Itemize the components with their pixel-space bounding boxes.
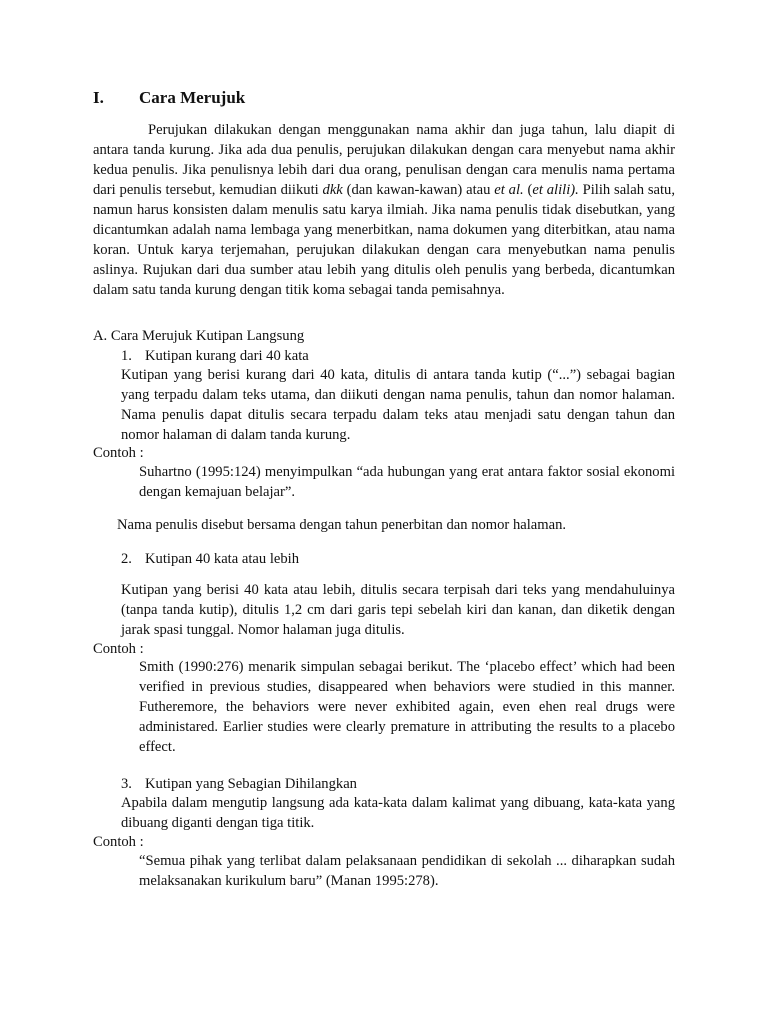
item-2-example: Smith (1990:276) menarik simpulan sebagai berikut. The ‘placebo effect’ which had been verified in previous studies, disappeared when behaviors were studied in this manner. Futheremore, the behaviors were never exhibited again, even ehen real drugs were administared. Earlier studies were clearly premature in attributing the results to a placebo effect.: [139, 659, 675, 755]
item-2-text: Kutipan yang berisi 40 kata atau lebih, ditulis secara terpisah dari teks yang mendahuluinya (tanpa tanda kutip), ditulis 1,2 cm dari garis tepi sebelah kiri dan kanan, dan diketik dengan jarak spasi tunggal. Nomor halaman juga ditulis.: [121, 582, 675, 638]
intro-text-4: Pilih salah satu, namun harus konsisten dalam menulis satu karya ilmiah. Jika nama penulis tidak disebutkan, yang dicantumkan adalah nama lembaga yang menerbitkan, nama dokumen yang diterbitkan, atau nama koran. Untuk karya terjemahan, perujukan dilakukan dengan cara menyebutkan nama penulis aslinya. Rujukan dari dua sumber atau lebih yang ditulis oleh penulis yang berbeda, dicantumkan dalam satu tanda kurung dengan titik koma sebagai tanda pemisahnya.: [93, 182, 675, 298]
item-2-title: Kutipan 40 kata atau lebih: [145, 551, 299, 567]
item-1-heading: [121, 346, 309, 366]
item-3-number: 3.: [121, 776, 132, 792]
intro-etalili: et alili).: [532, 182, 579, 198]
item-3-contoh-label: Contoh :: [93, 834, 144, 850]
item-3-example: “Semua pihak yang terlibat dalam pelaksanaan pendidikan di sekolah ... diharapkan sudah melaksanakan kurikulum baru” (Manan 1995:278).: [139, 853, 675, 889]
item-1-note: Nama penulis disebut bersama dengan tahun penerbitan dan nomor halaman.: [117, 517, 567, 533]
intro-text-3: (: [523, 182, 533, 198]
section-title: Cara Merujuk: [139, 88, 246, 107]
intro-paragraph: [93, 120, 675, 300]
item-3-heading: [121, 774, 357, 794]
intro-etal: et al.: [494, 182, 524, 198]
item-1-number: 1.: [121, 348, 132, 364]
item-2-contoh-label: Contoh :: [93, 641, 144, 657]
subsection-a-heading: A. Cara Merujuk Kutipan Langsung: [93, 328, 305, 344]
item-1-example: Suhartno (1995:124) menyimpulkan “ada hubungan yang erat antara faktor sosial ekonomi dengan kemajuan belajar”.: [139, 464, 675, 500]
item-1-text: Kutipan yang berisi kurang dari 40 kata, ditulis di antara tanda kutip (“...”) sebagai bagian yang terpadu dalam teks utama, dan diikuti dengan nama penulis, tahun dan nomor halaman. Nama penulis dapat ditulis secara terpadu dalam teks atau menjadi satu dengan tahun dan nomor halaman di dalam tanda kurung.: [121, 367, 675, 443]
item-3-title: Kutipan yang Sebagian Dihilangkan: [145, 776, 357, 792]
item-3-text: Apabila dalam mengutip langsung ada kata-kata dalam kalimat yang dibuang, kata-kata yang dibuang diganti dengan tiga titik.: [121, 795, 675, 831]
intro-dkk: dkk: [322, 182, 343, 198]
intro-text-1: Perujukan dilakukan dengan menggunakan nama akhir dan juga tahun, lalu diapit di antara tanda kurung. Jika ada dua penulis, perujukan dilakukan dengan cara menyebut nama akhir kedua penulis. Jika penulisnya lebih dari dua orang, penulisan dengan cara menulis nama pertama dari penulis tersebut, kemudian diikuti: [93, 122, 675, 198]
item-2-heading: [121, 549, 299, 569]
intro-text-2: (dan kawan-kawan) atau: [342, 182, 495, 198]
section-number: I.: [93, 88, 104, 107]
item-1-contoh-label: Contoh :: [93, 445, 144, 461]
item-2-number: 2.: [121, 551, 132, 567]
item-1-title: Kutipan kurang dari 40 kata: [145, 348, 309, 364]
